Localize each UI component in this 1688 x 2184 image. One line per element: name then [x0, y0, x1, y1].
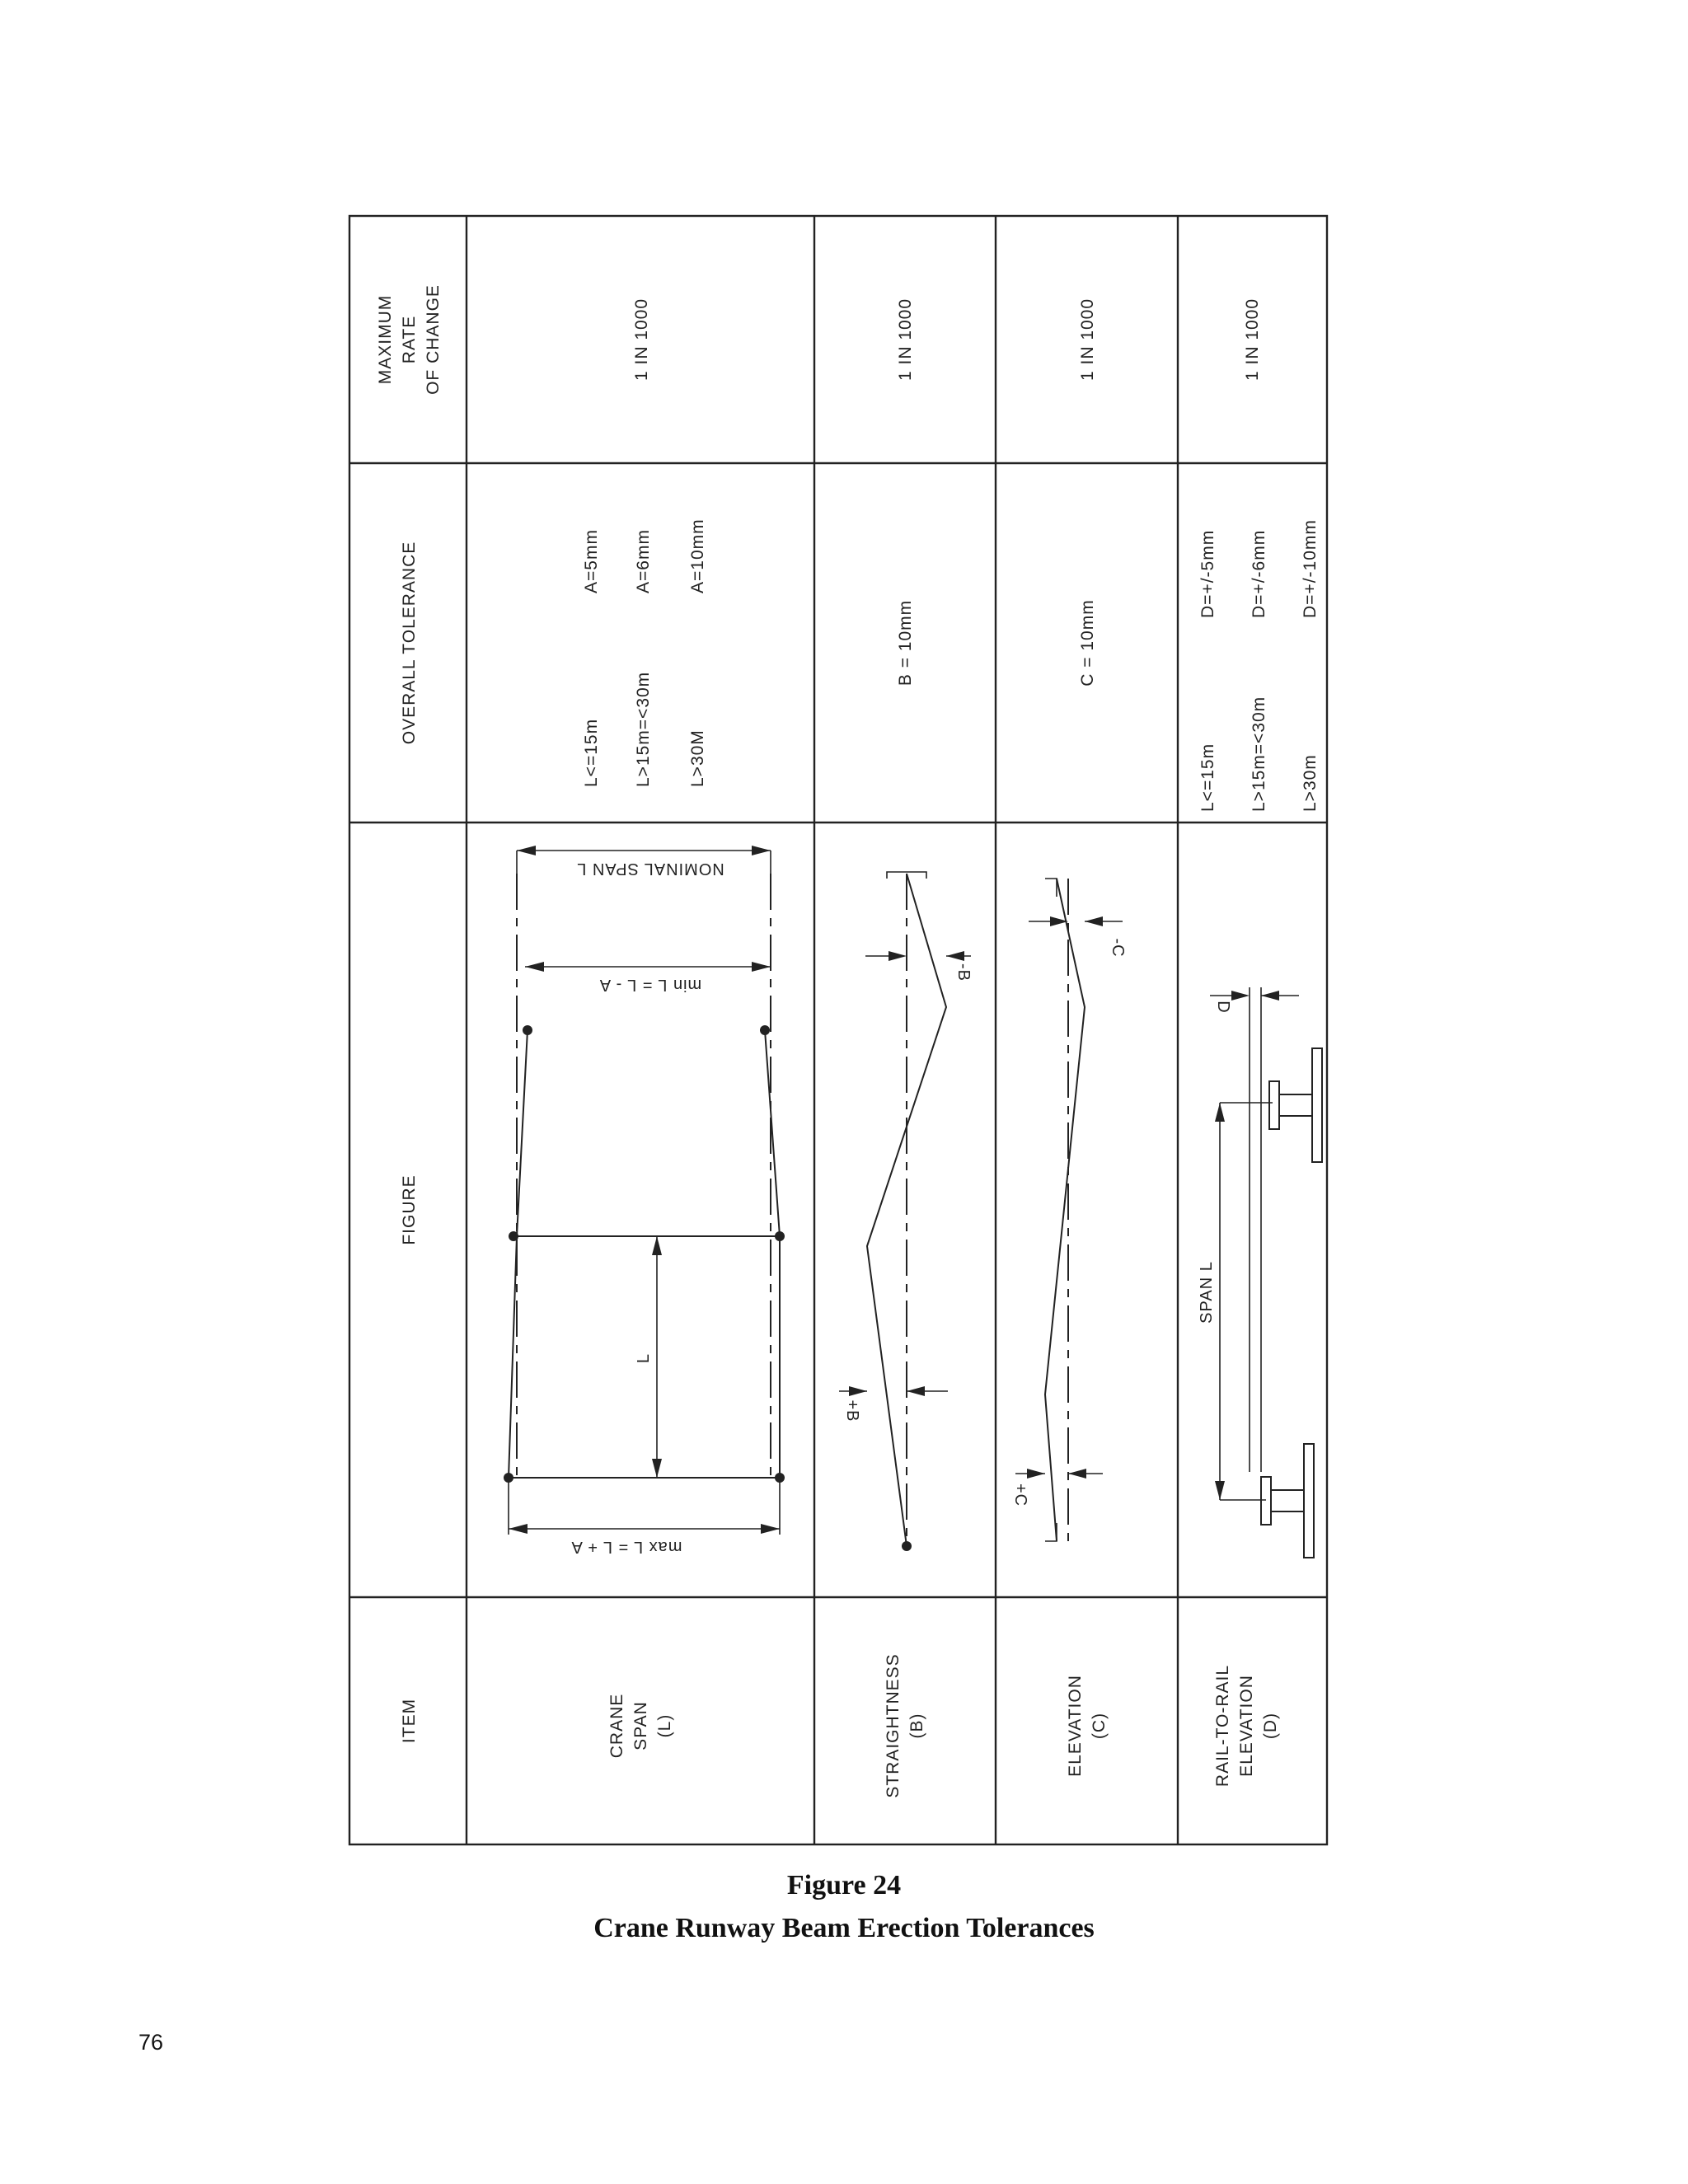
- crane-span-tol-val-1: A=5mm: [582, 529, 601, 593]
- crane-span-tol-val-2: A=6mm: [634, 529, 653, 593]
- elevation-rate: 1 IN 1000: [1078, 298, 1097, 382]
- rail-tol-cond-1: L<=15m: [1198, 743, 1217, 812]
- table-border: [349, 216, 1327, 1844]
- straightness-tolerance: B = 10mm: [896, 599, 915, 687]
- plus-b-label: +B: [843, 1399, 861, 1422]
- elevation-tolerance: C = 10mm: [1078, 599, 1097, 687]
- crane-span-item-line1: CRANE: [607, 1693, 626, 1759]
- header-max-rate-line2: RATE: [400, 315, 419, 364]
- straightness-figure: [839, 872, 973, 1551]
- rail-tol-cond-2: L>15m=<30m: [1250, 696, 1268, 812]
- straightness-rate: 1 IN 1000: [896, 298, 915, 382]
- d-label: D: [1214, 1001, 1232, 1014]
- crane-span-tol-cond-2: L>15m=<30m: [634, 671, 653, 787]
- header-item: ITEM: [400, 1698, 419, 1744]
- rail-tol-val-2: D=+/-6mm: [1250, 529, 1268, 618]
- rail-tol-val-1: D=+/-5mm: [1198, 529, 1217, 618]
- page-number: 76: [138, 2030, 164, 2055]
- rail-item-line1: RAIL-TO-RAIL: [1213, 1664, 1232, 1788]
- crane-span-rate: 1 IN 1000: [632, 298, 651, 382]
- rail-item-line3: (D): [1261, 1712, 1280, 1740]
- elevation-item-line2: (C): [1090, 1712, 1109, 1740]
- straightness-item-line1: STRAIGHTNESS: [884, 1653, 903, 1798]
- span-l-rail-label: SPAN L: [1198, 1261, 1216, 1324]
- elevation-item-line1: ELEVATION: [1066, 1675, 1085, 1777]
- rail-tol-cond-3: L>30m: [1301, 754, 1320, 812]
- minus-c-label: -C: [1109, 938, 1127, 958]
- rail-tol-val-3: D=+/-10mm: [1301, 519, 1320, 618]
- span-l-label: L: [635, 1352, 653, 1364]
- rail-to-rail-figure: [1198, 987, 1322, 1558]
- figure-number: Figure 24: [786, 1870, 902, 1900]
- figure-title: Crane Runway Beam Erection Tolerances: [593, 1913, 1095, 1943]
- nominal-span-label: NOMINAL SPAN L: [576, 860, 724, 878]
- plus-c-label: +C: [1011, 1483, 1029, 1507]
- crane-span-item-line2: SPAN: [631, 1701, 650, 1750]
- max-span-label: max L = L + A: [570, 1538, 682, 1556]
- crane-span-tol-cond-3: L>30M: [688, 729, 707, 787]
- header-overall-tolerance: OVERALL TOLERANCE: [400, 541, 419, 745]
- crane-span-figure: [504, 846, 785, 1556]
- figure-caption: [0, 1864, 1688, 1950]
- rail-item-line2: ELEVATION: [1237, 1675, 1256, 1777]
- header-max-rate-line3: OF CHANGE: [424, 284, 443, 395]
- header-max-rate-line1: MAXIMUM: [376, 294, 395, 385]
- elevation-figure: [1011, 879, 1127, 1541]
- straightness-item-line2: (B): [907, 1713, 926, 1739]
- min-span-label: min L = L - A: [598, 976, 702, 994]
- crane-span-tol-cond-1: L<=15m: [582, 718, 601, 787]
- header-figure: FIGURE: [400, 1174, 419, 1245]
- rail-to-rail-rate: 1 IN 1000: [1243, 298, 1262, 382]
- minus-b-label: -B: [954, 963, 973, 982]
- crane-span-tol-val-3: A=10mm: [688, 518, 707, 593]
- crane-span-item-line3: (L): [655, 1713, 674, 1738]
